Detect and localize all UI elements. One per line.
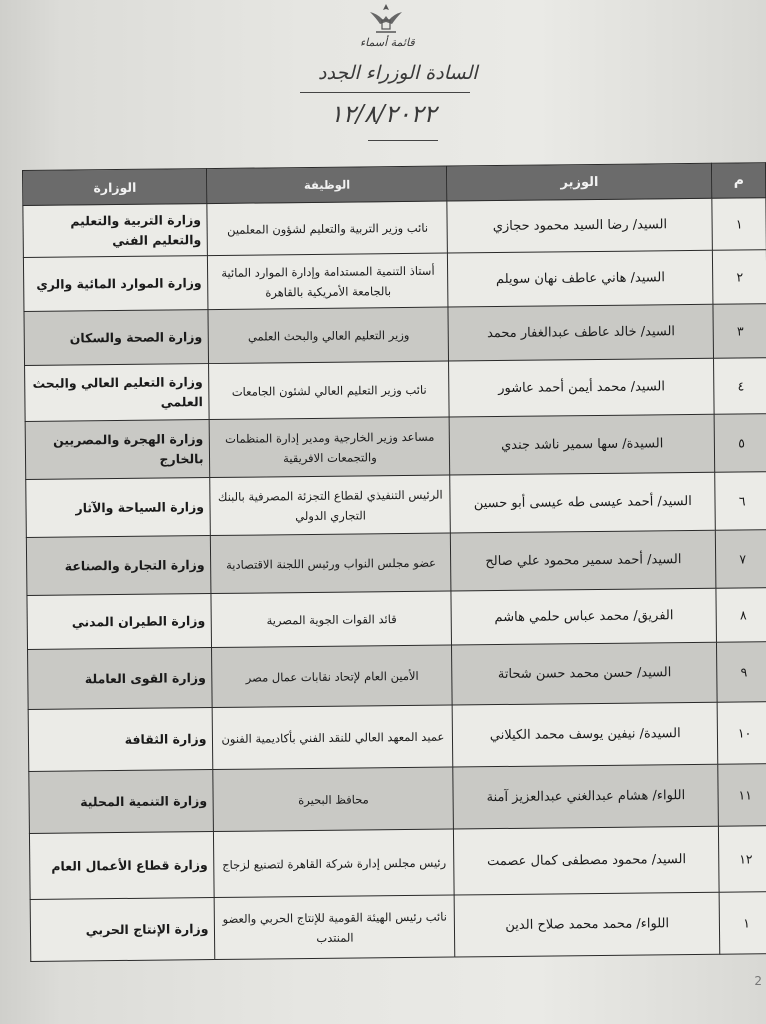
minister-name: السيد/ أحمد سمير محمود علي صالح bbox=[451, 530, 717, 591]
handwritten-date: ١٢/٨/٢٠٢٢ bbox=[330, 100, 437, 128]
minister-name: السيد/ هاني عاطف نهان سويلم bbox=[448, 250, 713, 307]
ministry-name: وزارة الطيران المدني bbox=[27, 594, 212, 650]
row-number: ١١ bbox=[718, 764, 766, 827]
minister-name: السيدة/ سها سمير ناشد جندي bbox=[449, 414, 715, 475]
table-row bbox=[23, 198, 766, 258]
eagle-emblem-icon bbox=[366, 2, 406, 36]
row-number: ١٢ bbox=[719, 826, 766, 893]
table-row bbox=[28, 702, 766, 772]
ministry-name: وزارة قطاع الأعمال العام bbox=[29, 832, 214, 900]
ministry-name: وزارة الهجرة والمصريين بالخارج bbox=[25, 420, 210, 480]
minister-position: محافظ البحيرة bbox=[213, 767, 453, 832]
column-header-ministry: الوزارة bbox=[23, 169, 208, 206]
ministry-name: وزارة التجارة والصناعة bbox=[26, 536, 211, 596]
table-row bbox=[28, 642, 766, 710]
table-row bbox=[25, 414, 766, 480]
minister-name: السيد/ أحمد عيسى طه عيسى أبو حسين bbox=[450, 472, 716, 533]
row-number: ٦ bbox=[715, 472, 766, 531]
minister-name: اللواء/ هشام عبدالغني عبدالعزيز آمنة bbox=[453, 764, 719, 829]
minister-name: السيد/ خالد عاطف عبدالغفار محمد bbox=[448, 304, 713, 361]
table-row bbox=[29, 764, 766, 834]
minister-position: الرئيس التنفيذي لقطاع التجزئة المصرفية بالبنك التجاري الدولي bbox=[210, 475, 450, 536]
table-row bbox=[24, 304, 766, 366]
minister-position: مساعد وزير الخارجية ومدير إدارة المنظمات والتجمعات الافريقية bbox=[210, 417, 450, 478]
ministry-name: وزارة القوى العاملة bbox=[28, 648, 213, 710]
table-row bbox=[25, 358, 766, 422]
minister-name: السيد/ محمود مصطفى كمال عصمت bbox=[454, 826, 720, 895]
minister-name: السيد/ حسن محمد حسن شحاتة bbox=[452, 642, 718, 705]
minister-position: قائد القوات الجوية المصرية bbox=[211, 591, 451, 648]
minister-position: عضو مجلس النواب ورئيس اللجنة الاقتصادية bbox=[211, 533, 451, 594]
minister-position: نائب رئيس الهيئة القومية للإنتاج الحربي والعضو المنتدب bbox=[215, 895, 455, 960]
ministry-name: وزارة الثقافة bbox=[28, 708, 213, 772]
minister-name: الفريق/ محمد عباس حلمي هاشم bbox=[451, 588, 716, 645]
column-header-minister: الوزير bbox=[447, 163, 712, 201]
minister-position: نائب وزير التعليم العالي لشئون الجامعات bbox=[209, 361, 449, 420]
date-underline bbox=[368, 140, 438, 141]
row-number: ١ bbox=[712, 198, 766, 251]
table-row bbox=[29, 826, 766, 900]
title-underline bbox=[300, 92, 470, 93]
handwritten-title: السادة الوزراء الجدد bbox=[318, 62, 478, 84]
column-header-position: الوظيفة bbox=[207, 166, 447, 204]
ministry-name: وزارة السياحة والآثار bbox=[26, 478, 211, 538]
row-number: ٩ bbox=[717, 642, 766, 703]
row-number: ٨ bbox=[716, 588, 766, 643]
column-header-number: م bbox=[712, 163, 766, 199]
ministry-name: وزارة الموارد المائية والري bbox=[23, 256, 208, 312]
ministry-name: وزارة الإنتاج الحربي bbox=[30, 898, 215, 962]
row-number: ٧ bbox=[716, 530, 766, 589]
table-row bbox=[30, 892, 766, 962]
minister-position: رئيس مجلس إدارة شركة القاهرة لتصنيع لزجاج bbox=[214, 829, 455, 898]
small-note: قائمة أسماء bbox=[360, 36, 415, 49]
ministry-name: وزارة الصحة والسكان bbox=[24, 310, 209, 366]
minister-name: السيدة/ نيفين يوسف محمد الكيلاني bbox=[452, 702, 718, 767]
table-row bbox=[26, 530, 766, 596]
minister-name: السيد/ رضا السيد محمود حجازي bbox=[447, 198, 712, 253]
ministry-name: وزارة التربية والتعليم والتعليم الفني bbox=[23, 204, 208, 258]
ministry-name: وزارة التعليم العالي والبحث العلمي bbox=[25, 364, 210, 422]
minister-position: نائب وزير التربية والتعليم لشؤون المعلمين bbox=[207, 201, 447, 256]
minister-position: وزير التعليم العالي والبحث العلمي bbox=[208, 307, 448, 364]
table-row bbox=[26, 472, 766, 538]
minister-name: السيد/ محمد أيمن أحمد عاشور bbox=[449, 358, 715, 417]
minister-name: اللواء/ محمد محمد صلاح الدين bbox=[454, 892, 720, 957]
row-number: ٣ bbox=[713, 304, 766, 359]
minister-position: الأمين العام لإتحاد نقابات عمال مصر bbox=[212, 645, 452, 708]
minister-position: عميد المعهد العالي للنقد الفني بأكاديمية الفنون bbox=[213, 705, 453, 770]
row-number: ٥ bbox=[714, 414, 766, 473]
table-row bbox=[27, 588, 766, 650]
page-number: 2 bbox=[754, 974, 762, 988]
ministers-table bbox=[22, 162, 766, 962]
ministry-name: وزارة التنمية المحلية bbox=[29, 770, 214, 834]
row-number: ١ bbox=[719, 892, 766, 955]
table-row bbox=[23, 250, 766, 312]
row-number: ٤ bbox=[714, 358, 766, 415]
minister-position: أستاذ التنمية المستدامة وإدارة الموارد المائية بالجامعة الأمريكية بالقاهرة bbox=[208, 253, 448, 310]
row-number: ٢ bbox=[713, 250, 766, 305]
row-number: ١٠ bbox=[717, 702, 766, 765]
